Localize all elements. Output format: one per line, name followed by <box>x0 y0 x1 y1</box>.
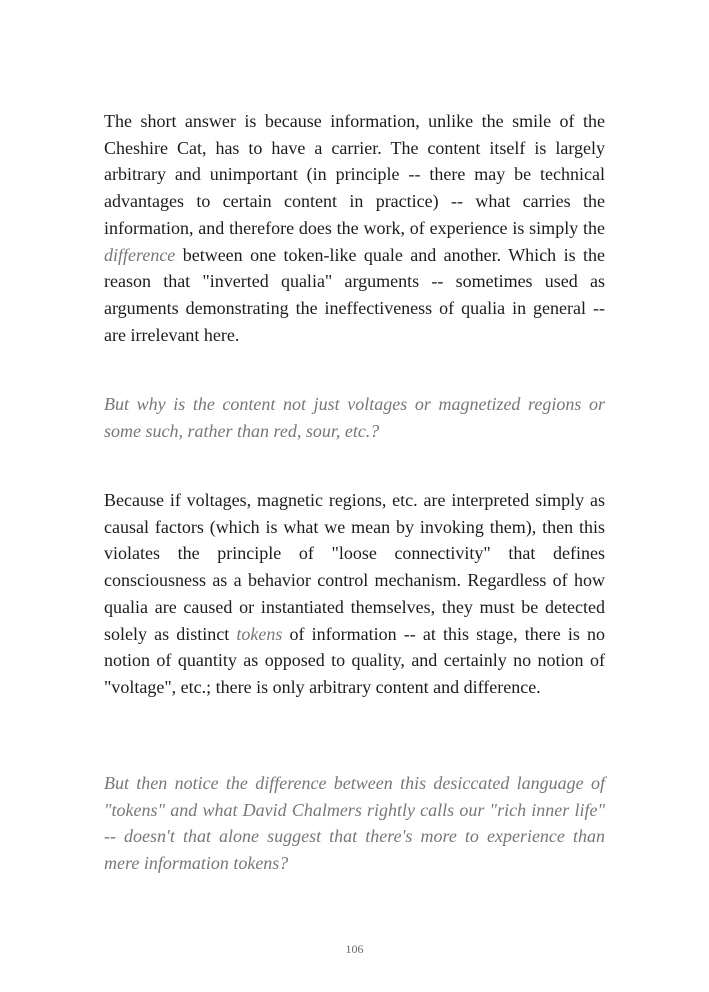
answer-1-emphasis: difference <box>104 244 176 265</box>
answer-1-text-start: The short answer is because information, unlike the smile of the Cheshire Cat, has to have a carrier. The content itself is largely arbitrary and unimportant (in principle -- there may be technical advantages to certain content in practice) -- what carries the information, and therefore does the work, of experience is simply the <box>104 111 605 238</box>
question-paragraph-2: But then notice the difference between this desiccated language of "tokens" and what David Chalmers rightly calls our "rich inner life" -- doesn't that alone suggest that there's more to experience than mere information tokens? <box>104 773 605 874</box>
page-number: 106 <box>345 942 364 956</box>
answer-2-text-start: Because if voltages, magnetic regions, etc. are interpreted simply as causal factors (which is what we mean by invoking them), then this violates the principle of "loose connectivity" that defines consciousness as a behavior control mechanism. Regardless of how qualia are caused or instantiated themselves, they must be detected solely as distinct <box>104 490 605 644</box>
answer-paragraph-1 <box>104 108 605 348</box>
answer-2-text-end: of information -- at this stage, there is no notion of quantity as opposed to quality, and certainly no notion of "voltage", etc.; there is only arbitrary content and difference. <box>104 623 605 697</box>
answer-paragraph-2 <box>104 487 605 701</box>
question-paragraph-1: But why is the content not just voltages or magnetized regions or some such, rather than red, sour, etc.? <box>104 394 605 441</box>
answer-2-emphasis: tokens <box>236 623 283 644</box>
answer-1-text-end: between one token-like quale and another. Which is the reason that "inverted qualia" arguments -- sometimes used as arguments demonstrating the ineffectiveness of qualia in general -- are irrelevant here. <box>104 244 605 345</box>
